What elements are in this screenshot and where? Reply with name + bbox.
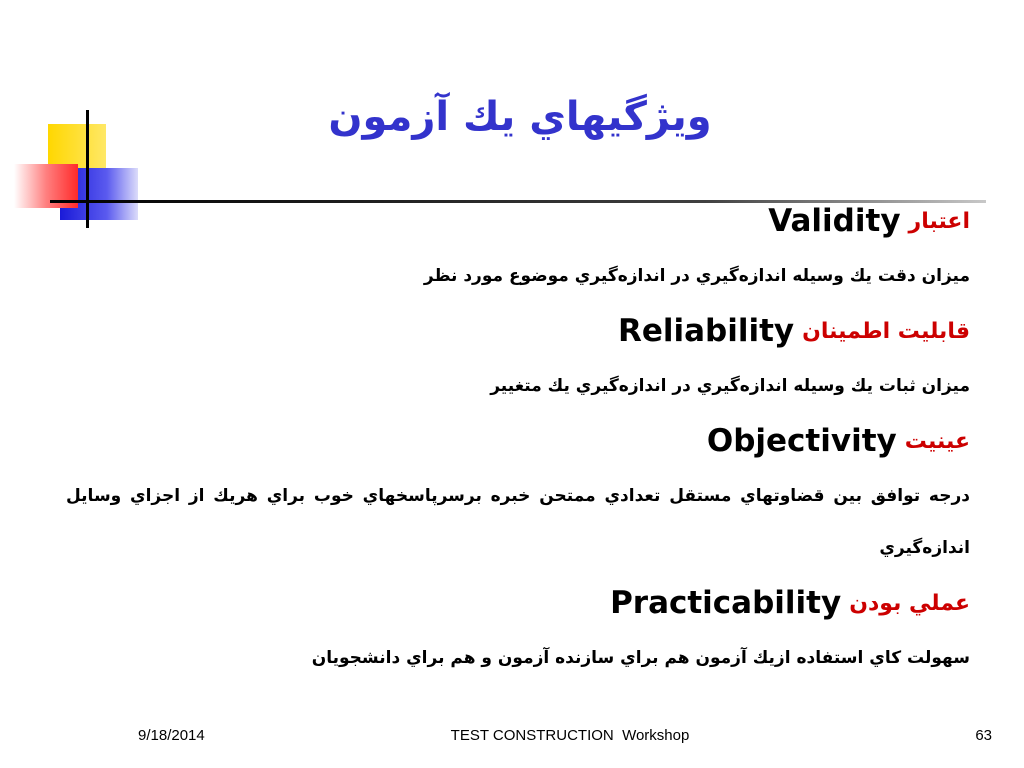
term-fa: قابليت اطمينان (802, 318, 970, 344)
term-en: Validity (768, 203, 901, 239)
item-description: ميزان دقت يك وسيله اندازه‌گيري در اندازه‌گيري موضوع مورد نظر (423, 266, 970, 286)
term-fa: عملي بودن (849, 590, 970, 616)
item-heading-practicability (66, 574, 970, 632)
term-fa: اعتبار (908, 208, 970, 234)
item-description: سهولت كاي استفاده ازيك آزمون هم براي سازنده آزمون و هم براي دانشجويان (311, 648, 970, 668)
slide-title: ويژگيهاي يك آزمون (328, 94, 712, 140)
item-description: ميزان ثبات يك وسيله اندازه‌گيري در اندازه‌گيري يك متغيير (490, 376, 970, 396)
slide-content (66, 192, 970, 684)
item-heading-validity (66, 192, 970, 250)
term-en: Objectivity (706, 423, 897, 459)
footer-date: 9/18/2014 (138, 727, 205, 744)
footer-page-number: 63 (975, 727, 992, 744)
item-heading-reliability (66, 302, 970, 360)
term-fa: عينيت (904, 428, 970, 454)
term-en: Reliability (617, 313, 795, 349)
item-heading-objectivity (66, 412, 970, 470)
footer-title: TEST CONSTRUCTION Workshop (450, 727, 690, 744)
item-description: درجه توافق بين قضاوتهاي مستقل تعدادي ممتحن خبره برسرپاسخهاي خوب براي هريك از اجزاي وسايل اندازه‌گيري (66, 486, 970, 558)
term-en: Practicability (610, 585, 842, 621)
